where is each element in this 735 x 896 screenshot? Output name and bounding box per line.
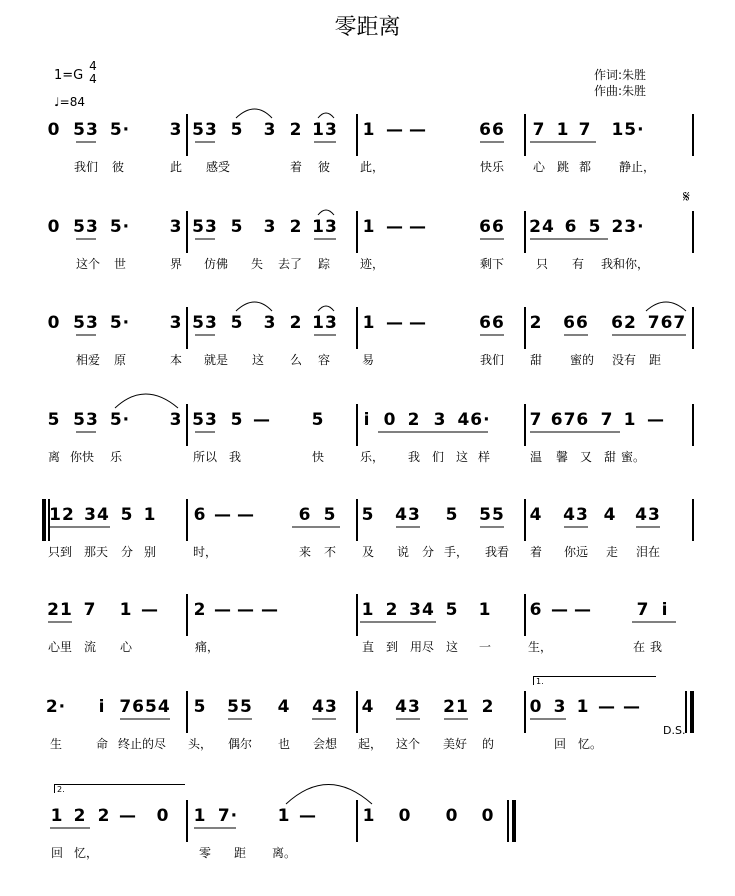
time-signature-bottom: 4 xyxy=(89,72,97,86)
note: 1 xyxy=(362,313,376,333)
key-signature: 1=G xyxy=(54,68,84,83)
note: — xyxy=(647,410,665,430)
lyric: 那天 xyxy=(83,545,109,559)
note: 2· xyxy=(45,697,67,717)
score-line-3 xyxy=(0,313,735,403)
lyric: 零 xyxy=(198,846,212,860)
note: 1 xyxy=(556,120,570,140)
lyric: 及 xyxy=(361,545,375,559)
lyric: 一 xyxy=(478,640,492,654)
lyric: 美好 xyxy=(442,737,468,751)
lyric: 们 xyxy=(431,450,445,464)
note: 53 xyxy=(192,313,218,333)
note: 1 xyxy=(362,806,376,826)
lyric: 我看 xyxy=(484,545,510,559)
lyric: 这 xyxy=(251,353,265,367)
note: 13 xyxy=(312,120,338,140)
note: 7 xyxy=(532,120,546,140)
lyric: 彼 xyxy=(111,160,125,174)
note: — xyxy=(386,217,404,237)
note: — xyxy=(141,600,159,620)
note: — xyxy=(214,600,232,620)
bar-line xyxy=(524,594,526,636)
bar-line xyxy=(186,404,188,446)
note: 1 xyxy=(193,806,207,826)
note: 53 xyxy=(192,410,218,430)
note: 3 xyxy=(263,313,277,333)
lyric: 迹， xyxy=(359,257,385,271)
lyric: 心里 xyxy=(47,640,73,654)
note: 6 xyxy=(298,505,312,525)
lyric: 跳 xyxy=(556,160,570,174)
final-bar-thin xyxy=(507,800,509,842)
lyric: 有 xyxy=(571,257,585,271)
note: 2 xyxy=(289,313,303,333)
lyric: 失 xyxy=(250,257,264,271)
lyric: 说 xyxy=(396,545,410,559)
note: 66 xyxy=(479,217,505,237)
lyric: 偶尔 xyxy=(227,737,253,751)
bar-line xyxy=(524,114,526,156)
bar-line xyxy=(692,499,694,541)
lyric: 心 xyxy=(532,160,546,174)
lyric: 这 xyxy=(445,640,459,654)
note: 0 xyxy=(481,806,495,826)
note: 5 xyxy=(323,505,337,525)
note: 4 xyxy=(277,697,291,717)
bar-line xyxy=(356,211,358,253)
lyric: 仿佛 xyxy=(203,257,229,271)
lyric: 我 xyxy=(649,640,663,654)
lyric: 忆， xyxy=(73,846,99,860)
note: 5 xyxy=(445,505,459,525)
note: 53 xyxy=(192,120,218,140)
note: i xyxy=(661,600,669,620)
note: — xyxy=(386,120,404,140)
bar-line xyxy=(356,499,358,541)
note: 13 xyxy=(312,313,338,333)
lyric: 直 xyxy=(361,640,375,654)
bar-line xyxy=(186,211,188,253)
lyric: 你远 xyxy=(563,545,589,559)
time-signature xyxy=(86,60,100,86)
note: 2 xyxy=(529,313,543,333)
lyric: 在 xyxy=(632,640,646,654)
note: 13 xyxy=(312,217,338,237)
note: 1 xyxy=(361,600,375,620)
note: — xyxy=(237,600,255,620)
lyric: 所以 xyxy=(192,450,218,464)
note: — xyxy=(214,505,232,525)
note: 2 xyxy=(385,600,399,620)
lyric: 我们 xyxy=(73,160,99,174)
lyric: 只到 xyxy=(47,545,73,559)
note: — xyxy=(551,600,569,620)
note: 24 xyxy=(529,217,555,237)
lyric: 终止的尽 xyxy=(117,737,167,751)
note: 2 xyxy=(97,806,111,826)
tempo-value: =84 xyxy=(59,95,85,109)
note: 43 xyxy=(635,505,661,525)
note: 15· xyxy=(611,120,645,140)
bar-line xyxy=(186,691,188,733)
note: 6 xyxy=(564,217,578,237)
lyric: 馨 xyxy=(555,450,569,464)
note: 21 xyxy=(443,697,469,717)
note: 7 xyxy=(636,600,650,620)
note: 46· xyxy=(457,410,491,430)
lyric: 着 xyxy=(289,160,303,174)
bar-line xyxy=(524,404,526,446)
lyric: 易 xyxy=(361,353,375,367)
note: 3 xyxy=(553,697,567,717)
note: 23· xyxy=(611,217,645,237)
lyric: 此， xyxy=(359,160,385,174)
lyric: 原 xyxy=(113,353,127,367)
note: 1 xyxy=(277,806,291,826)
score-line-5 xyxy=(0,505,735,595)
repeat-end-bar xyxy=(690,691,694,733)
bar-line xyxy=(524,211,526,253)
score-line-1 xyxy=(0,120,735,210)
lyric: 的 xyxy=(481,737,495,751)
note: 5· xyxy=(109,313,131,333)
note: 7· xyxy=(217,806,239,826)
lyric: 相爱 xyxy=(75,353,101,367)
note: 55 xyxy=(479,505,505,525)
bar-line xyxy=(692,211,694,253)
lyric: 头， xyxy=(187,737,213,751)
bar-line xyxy=(186,114,188,156)
note: 3 xyxy=(169,313,183,333)
lyric: 样 xyxy=(477,450,491,464)
lyric: 我 xyxy=(407,450,421,464)
note: 5 xyxy=(193,697,207,717)
note: i xyxy=(363,410,371,430)
volta-1: 1. xyxy=(533,676,656,685)
note: 12 xyxy=(49,505,75,525)
lyric: 心 xyxy=(119,640,133,654)
lyric: 生 xyxy=(49,737,63,751)
note: 7 xyxy=(83,600,97,620)
note: — xyxy=(261,600,279,620)
note: i xyxy=(98,697,106,717)
note: 4 xyxy=(361,697,375,717)
note: — xyxy=(598,697,616,717)
note: — xyxy=(409,217,427,237)
lyric: 距 xyxy=(233,846,247,860)
lyric: 甜 xyxy=(603,450,617,464)
bar-line xyxy=(186,499,188,541)
note: 3 xyxy=(169,120,183,140)
note: 2 xyxy=(289,217,303,237)
note: 6 xyxy=(193,505,207,525)
note: 5· xyxy=(109,217,131,237)
note: 53 xyxy=(73,120,99,140)
note: 5 xyxy=(230,313,244,333)
score-line-7 xyxy=(0,697,735,787)
note: 2 xyxy=(407,410,421,430)
song-title: 零距离 xyxy=(334,15,401,40)
lyric: 不 xyxy=(323,545,337,559)
lyric: 我和你， xyxy=(600,257,650,271)
note: 66 xyxy=(563,313,589,333)
lyric: 本 xyxy=(169,353,183,367)
note: — xyxy=(299,806,317,826)
note: 21 xyxy=(47,600,73,620)
lyric: 流 xyxy=(83,640,97,654)
tempo-marking xyxy=(54,95,85,109)
note: 5 xyxy=(361,505,375,525)
note: 1 xyxy=(143,505,157,525)
note: 5 xyxy=(230,410,244,430)
lyric: 此 xyxy=(169,160,183,174)
note: — xyxy=(253,410,271,430)
note: 1 xyxy=(362,217,376,237)
final-bar xyxy=(512,800,516,842)
note: 3 xyxy=(263,120,277,140)
repeat-start-bar xyxy=(42,499,46,541)
note: 3 xyxy=(263,217,277,237)
lyric: 去了 xyxy=(277,257,303,271)
lyric: 踪 xyxy=(317,257,331,271)
note: 5 xyxy=(120,505,134,525)
note: 0 xyxy=(47,313,61,333)
bar-line xyxy=(186,594,188,636)
lyric: 只 xyxy=(535,257,549,271)
note: 1 xyxy=(478,600,492,620)
bar-line xyxy=(356,114,358,156)
note: 0 xyxy=(156,806,170,826)
lyric: 感受 xyxy=(205,160,231,174)
note: 53 xyxy=(73,217,99,237)
lyric: 到 xyxy=(385,640,399,654)
lyric: 你快 xyxy=(69,450,95,464)
lyric: 温 xyxy=(529,450,543,464)
note: 5 xyxy=(588,217,602,237)
bar-line xyxy=(692,307,694,349)
note: 5 xyxy=(47,410,61,430)
lyric: 忆。 xyxy=(577,737,603,751)
quarter-note-icon: ♩ xyxy=(54,95,60,109)
volta-2: 2. xyxy=(54,784,185,793)
note: — xyxy=(386,313,404,333)
lyric: 乐， xyxy=(359,450,385,464)
bar-line xyxy=(356,404,358,446)
bar-line xyxy=(692,114,694,156)
note: 53 xyxy=(73,410,99,430)
lyric: 回 xyxy=(553,737,567,751)
lyric: 痛， xyxy=(194,640,220,654)
note: 4 xyxy=(529,505,543,525)
lyric: 又 xyxy=(579,450,593,464)
note: 53 xyxy=(192,217,218,237)
note: 7654 xyxy=(119,697,171,717)
lyric: 我 xyxy=(228,450,242,464)
lyric: 容 xyxy=(317,353,331,367)
note: 2 xyxy=(193,600,207,620)
note: 1 xyxy=(119,600,133,620)
lyric: 别 xyxy=(143,545,157,559)
note: 5 xyxy=(445,600,459,620)
note: 43 xyxy=(563,505,589,525)
note: — xyxy=(574,600,592,620)
lyric: 命 xyxy=(95,737,109,751)
segno-icon: 𝄋 xyxy=(683,187,690,206)
note: 676 xyxy=(550,410,590,430)
time-signature-top: 4 xyxy=(89,59,97,73)
note: 0 xyxy=(398,806,412,826)
lyric: 生， xyxy=(527,640,553,654)
note: — xyxy=(119,806,137,826)
note: 0 xyxy=(383,410,397,430)
lyric: 距 xyxy=(648,353,662,367)
bar-line xyxy=(524,499,526,541)
lyric: 走 xyxy=(605,545,619,559)
note: 5· xyxy=(109,120,131,140)
lyric: 么 xyxy=(289,353,303,367)
note: 34 xyxy=(84,505,110,525)
note: 1 xyxy=(50,806,64,826)
bar-line xyxy=(524,691,526,733)
note: 2 xyxy=(481,697,495,717)
note: 3 xyxy=(433,410,447,430)
composer-credit: 作曲:朱胜 xyxy=(594,84,647,98)
lyric: 离 xyxy=(47,450,61,464)
lyric: 彼 xyxy=(317,160,331,174)
note: 0 xyxy=(47,120,61,140)
lyric: 着 xyxy=(529,545,543,559)
note: — xyxy=(237,505,255,525)
note: 7 xyxy=(529,410,543,430)
note: — xyxy=(409,120,427,140)
note: 0 xyxy=(445,806,459,826)
lyricist-credit: 作词:朱胜 xyxy=(594,68,647,82)
bar-line xyxy=(356,800,358,842)
bar-line xyxy=(356,691,358,733)
note: 767 xyxy=(647,313,687,333)
lyric: 乐 xyxy=(109,450,123,464)
lyric: 分 xyxy=(120,545,134,559)
lyric: 这 xyxy=(455,450,469,464)
score-line-2 xyxy=(0,187,735,307)
lyric: 界 xyxy=(169,257,183,271)
lyric: 分 xyxy=(421,545,435,559)
lyric: 用尽 xyxy=(409,640,435,654)
bar-line xyxy=(186,800,188,842)
lyric: 我们 xyxy=(479,353,505,367)
note: 0 xyxy=(529,697,543,717)
lyric: 没有 xyxy=(611,353,637,367)
bar-line xyxy=(356,594,358,636)
note: 55 xyxy=(227,697,253,717)
note: 7 xyxy=(578,120,592,140)
lyric: 蜜的 xyxy=(569,353,595,367)
note: 1 xyxy=(362,120,376,140)
note: 43 xyxy=(395,697,421,717)
note: 66 xyxy=(479,313,505,333)
lyric: 甜 xyxy=(529,353,543,367)
score-line-8 xyxy=(0,806,735,896)
note: 5· xyxy=(109,410,131,430)
note: 3 xyxy=(169,217,183,237)
note: — xyxy=(409,313,427,333)
note: 43 xyxy=(312,697,338,717)
lyric: 剩下 xyxy=(479,257,505,271)
note: 4 xyxy=(603,505,617,525)
lyric: 世 xyxy=(113,257,127,271)
lyric: 快 xyxy=(311,450,325,464)
note: — xyxy=(623,697,641,717)
note: 34 xyxy=(409,600,435,620)
lyric: 静止， xyxy=(618,160,656,174)
note: 53 xyxy=(73,313,99,333)
da-segno-marking: D.S. xyxy=(663,724,686,737)
note: 62 xyxy=(611,313,637,333)
lyric: 这个 xyxy=(75,257,101,271)
lyric: 泪在 xyxy=(635,545,661,559)
lyric: 就是 xyxy=(203,353,229,367)
note: 0 xyxy=(47,217,61,237)
lyric: 这个 xyxy=(395,737,421,751)
lyric: 蜜。 xyxy=(620,450,646,464)
bar-line xyxy=(692,404,694,446)
note: 2 xyxy=(289,120,303,140)
lyric: 离。 xyxy=(271,846,297,860)
note: 7 xyxy=(600,410,614,430)
note: 1 xyxy=(576,697,590,717)
lyric: 都 xyxy=(578,160,592,174)
lyric: 会想 xyxy=(312,737,338,751)
lyric: 时， xyxy=(192,545,218,559)
score-line-4 xyxy=(0,410,735,500)
lyric: 也 xyxy=(277,737,291,751)
lyric: 手， xyxy=(443,545,469,559)
note: 43 xyxy=(395,505,421,525)
note: 3 xyxy=(169,410,183,430)
bar-line xyxy=(186,307,188,349)
note: 5 xyxy=(230,217,244,237)
lyric: 起， xyxy=(357,737,383,751)
lyric: 快乐 xyxy=(479,160,505,174)
note: 5 xyxy=(311,410,325,430)
note: 5 xyxy=(230,120,244,140)
bar-line xyxy=(356,307,358,349)
note: 6 xyxy=(529,600,543,620)
lyric: 来 xyxy=(298,545,312,559)
note: 1 xyxy=(623,410,637,430)
note: 66 xyxy=(479,120,505,140)
note: 2 xyxy=(73,806,87,826)
lyric: 回 xyxy=(50,846,64,860)
bar-line xyxy=(524,307,526,349)
